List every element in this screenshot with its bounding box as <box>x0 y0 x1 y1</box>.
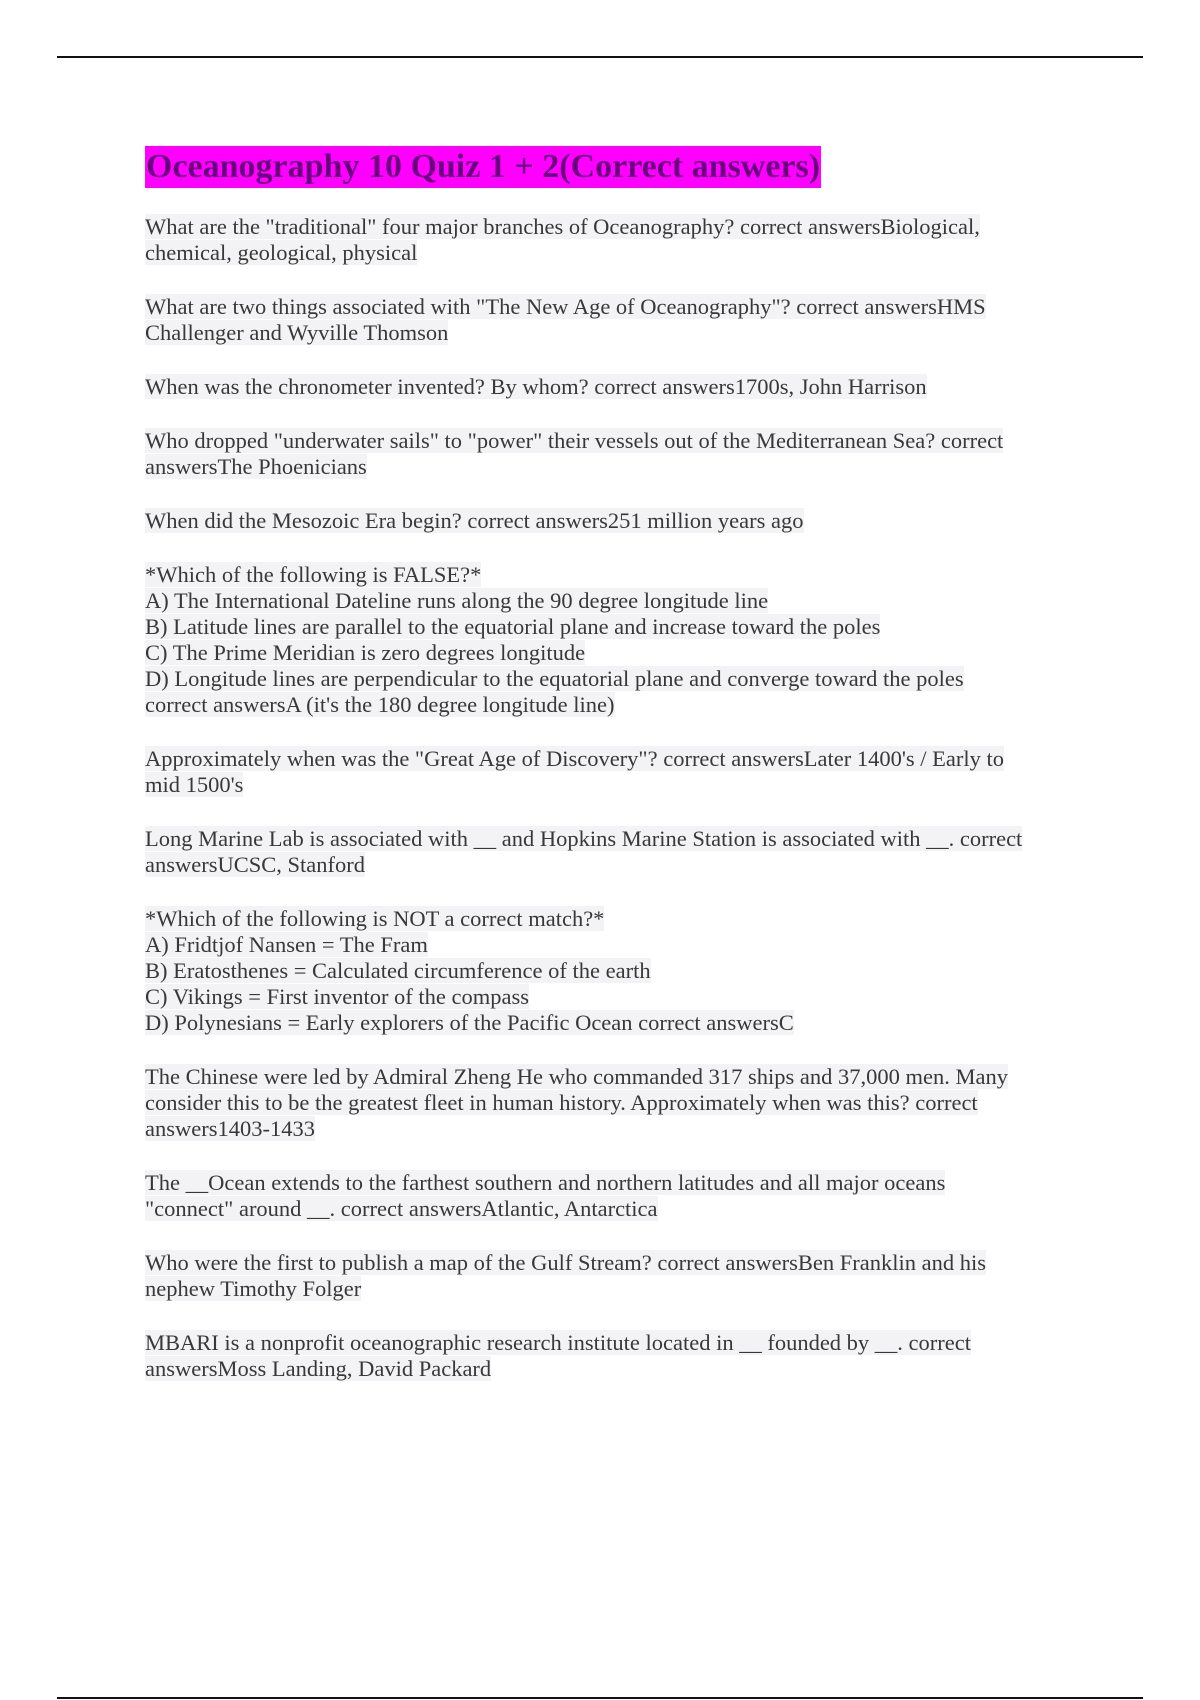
qa-line-text: MBARI is a nonprofit oceanographic research institute located in __ founded by __. correct <box>145 1330 971 1355</box>
qa-item <box>145 826 1090 878</box>
qa-line <box>145 240 1090 266</box>
qa-line <box>145 320 1090 346</box>
qa-line <box>145 214 1090 240</box>
qa-item <box>145 508 1090 534</box>
qa-line-text: D) Polynesians = Early explorers of the Pacific Ocean correct answersC <box>145 1010 794 1035</box>
qa-line-text: Challenger and Wyville Thomson <box>145 320 449 345</box>
qa-line <box>145 562 1090 588</box>
qa-line-text: consider this to be the greatest fleet in human history. Approximately when was this? correct <box>145 1090 978 1115</box>
qa-line <box>145 1250 1090 1276</box>
qa-line-text: Approximately when was the "Great Age of Discovery"? correct answersLater 1400's / Early to <box>145 746 1005 771</box>
qa-line <box>145 1064 1090 1090</box>
qa-line-text: When did the Mesozoic Era begin? correct answers251 million years ago <box>145 508 804 533</box>
qa-line <box>145 746 1090 772</box>
qa-line <box>145 958 1090 984</box>
qa-line <box>145 374 1090 400</box>
qa-line <box>145 826 1090 852</box>
qa-line <box>145 692 1090 718</box>
qa-line-text: Who were the first to publish a map of the Gulf Stream? correct answersBen Franklin and his <box>145 1250 987 1275</box>
qa-line-text: nephew Timothy Folger <box>145 1276 362 1301</box>
qa-line-text: C) The Prime Meridian is zero degrees longitude <box>145 640 586 665</box>
qa-line <box>145 852 1090 878</box>
qa-line-text: D) Longitude lines are perpendicular to the equatorial plane and converge toward the poles <box>145 666 964 691</box>
top-rule <box>57 56 1143 58</box>
qa-line-text: mid 1500's <box>145 772 244 797</box>
document-title: Oceanography 10 Quiz 1 + 2(Correct answers) <box>145 146 821 188</box>
qa-line-text: C) Vikings = First inventor of the compass <box>145 984 530 1009</box>
qa-line-text: answersMoss Landing, David Packard <box>145 1356 492 1381</box>
qa-line-text: The Chinese were led by Admiral Zheng He who commanded 317 ships and 37,000 men. Many <box>145 1064 1008 1089</box>
qa-line <box>145 640 1090 666</box>
qa-line <box>145 508 1090 534</box>
qa-line-text: A) The International Dateline runs along the 90 degree longitude line <box>145 588 769 613</box>
qa-line-text: correct answersA (it's the 180 degree longitude line) <box>145 692 615 717</box>
qa-item <box>145 906 1090 1036</box>
qa-item <box>145 1170 1090 1222</box>
qa-line-text: "connect" around __. correct answersAtlantic, Antarctica <box>145 1196 658 1221</box>
qa-line <box>145 984 1090 1010</box>
qa-line <box>145 1330 1090 1356</box>
qa-item <box>145 1064 1090 1142</box>
bottom-rule <box>57 1697 1143 1699</box>
qa-line-text: chemical, geological, physical <box>145 240 418 265</box>
qa-line-text: answers1403-1433 <box>145 1116 315 1141</box>
qa-line-text: Long Marine Lab is associated with __ and Hopkins Marine Station is associated with __. correct <box>145 826 1023 851</box>
qa-line-text: What are the "traditional" four major branches of Oceanography? correct answersBiological, <box>145 214 980 239</box>
qa-item <box>145 1250 1090 1302</box>
qa-item <box>145 746 1090 798</box>
qa-line <box>145 1196 1090 1222</box>
qa-line <box>145 614 1090 640</box>
qa-item <box>145 374 1090 400</box>
qa-line <box>145 1356 1090 1382</box>
qa-line-text: *Which of the following is FALSE?* <box>145 562 482 587</box>
qa-line-text: The __Ocean extends to the farthest southern and northern latitudes and all major oceans <box>145 1170 946 1195</box>
qa-line <box>145 588 1090 614</box>
qa-item <box>145 562 1090 718</box>
qa-line <box>145 294 1090 320</box>
qa-line <box>145 932 1090 958</box>
qa-line-text: A) Fridtjof Nansen = The Fram <box>145 932 428 957</box>
qa-item <box>145 1330 1090 1382</box>
qa-line <box>145 428 1090 454</box>
qa-item <box>145 294 1090 346</box>
qa-list <box>145 214 1090 1382</box>
qa-line-text: What are two things associated with "The New Age of Oceanography"? correct answersHMS <box>145 294 986 319</box>
qa-line <box>145 1116 1090 1142</box>
qa-line <box>145 666 1090 692</box>
qa-line-text: When was the chronometer invented? By whom? correct answers1700s, John Harrison <box>145 374 927 399</box>
qa-line <box>145 454 1090 480</box>
qa-line <box>145 906 1090 932</box>
qa-line-text: B) Latitude lines are parallel to the equatorial plane and increase toward the poles <box>145 614 881 639</box>
qa-line-text: answersUCSC, Stanford <box>145 852 365 877</box>
qa-line <box>145 1090 1090 1116</box>
qa-line-text: answersThe Phoenicians <box>145 454 367 479</box>
qa-item <box>145 428 1090 480</box>
qa-line-text: Who dropped "underwater sails" to "power" their vessels out of the Mediterranean Sea? correct <box>145 428 1004 453</box>
document-body <box>145 146 1090 1410</box>
qa-line <box>145 1010 1090 1036</box>
qa-line <box>145 1276 1090 1302</box>
qa-item <box>145 214 1090 266</box>
qa-line <box>145 772 1090 798</box>
qa-line-text: B) Eratosthenes = Calculated circumference of the earth <box>145 958 651 983</box>
qa-line <box>145 1170 1090 1196</box>
qa-line-text: *Which of the following is NOT a correct match?* <box>145 906 605 931</box>
